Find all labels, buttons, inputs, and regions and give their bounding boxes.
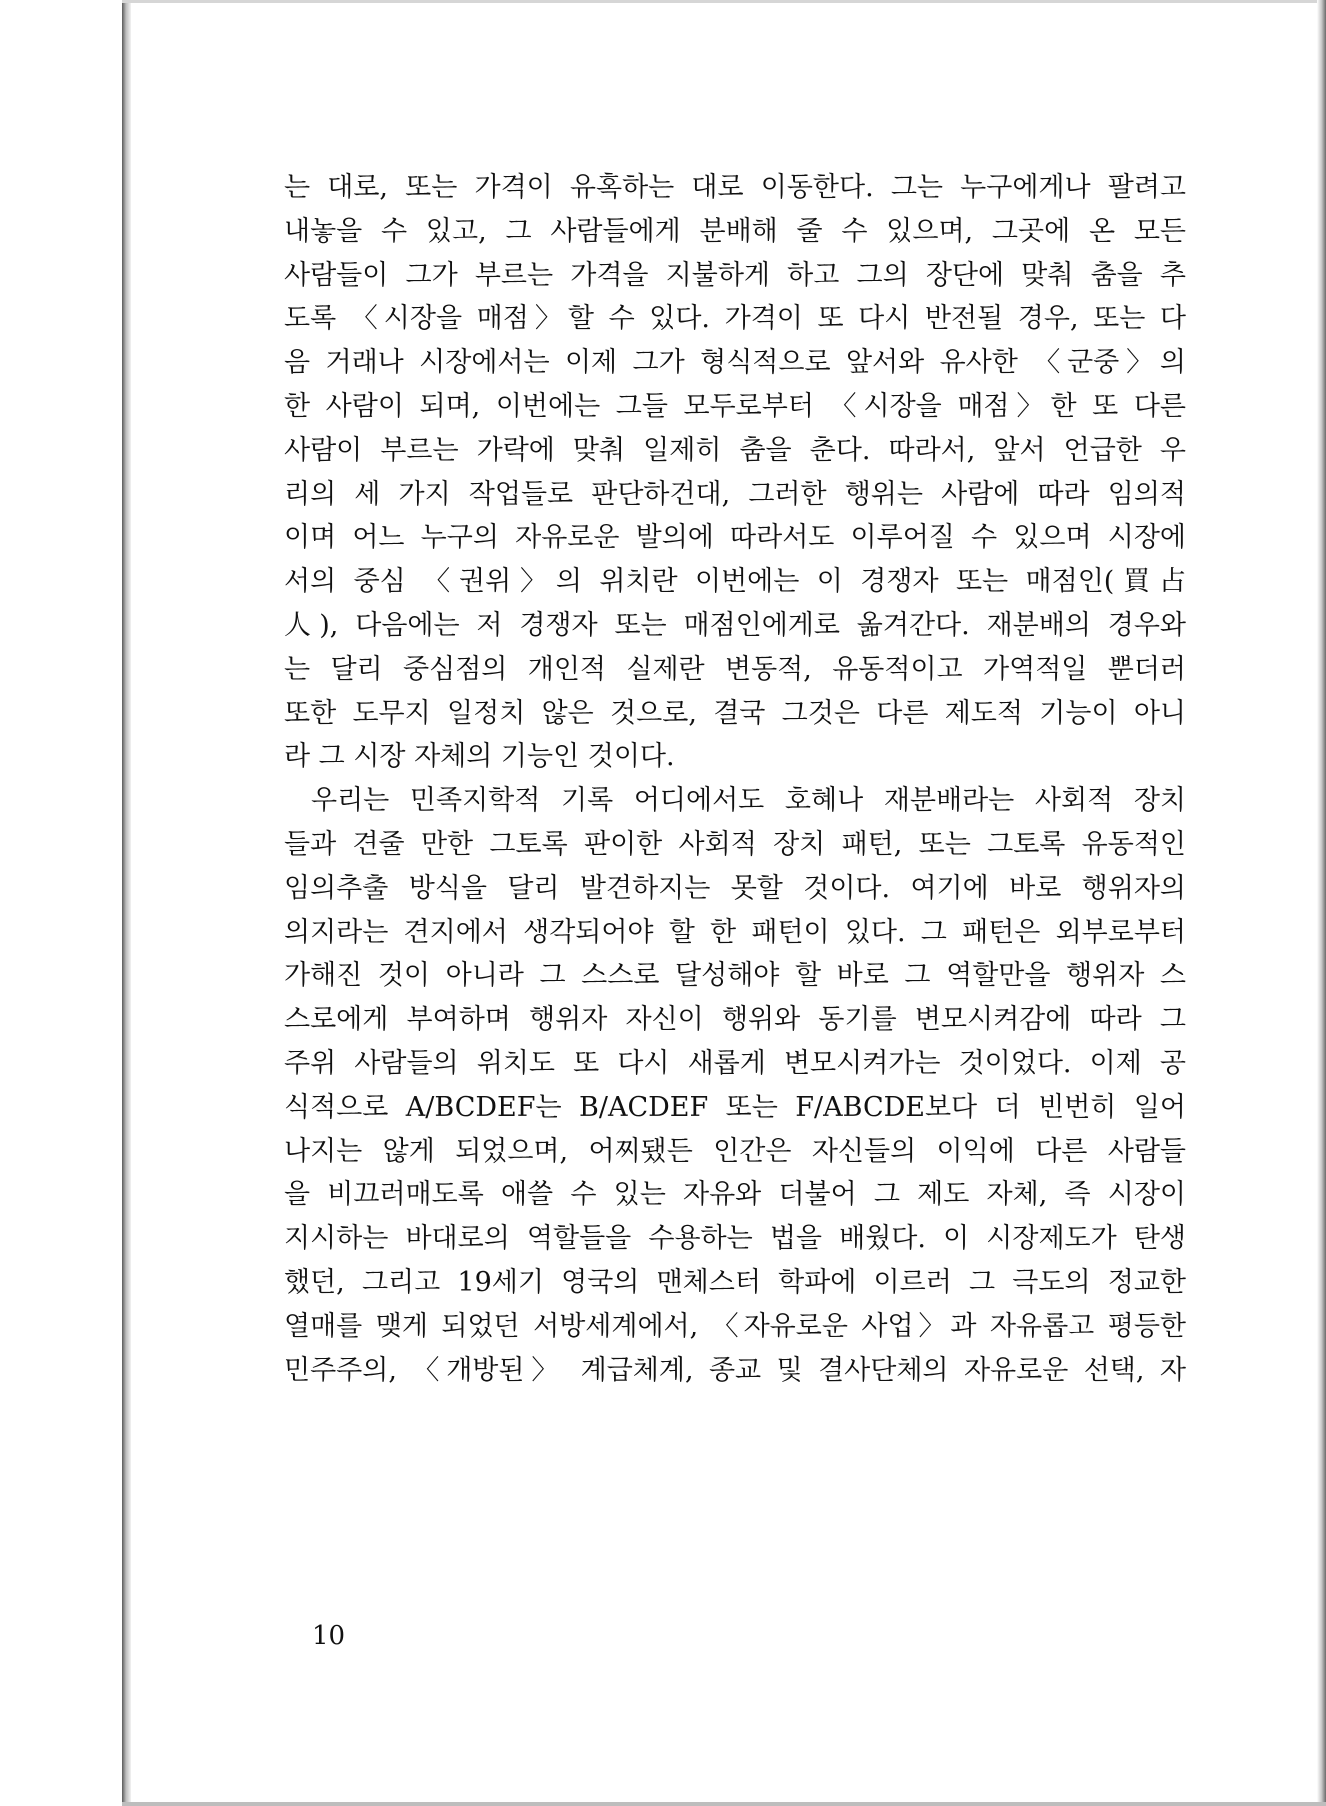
text-line: 라 그 시장 자체의 기능인 것이다.	[284, 741, 675, 773]
text-line: 지시하는 바대로의 역할들을 수용하는 법을 배웠다. 이 시장제도가 탄생	[284, 1223, 1186, 1255]
text-line: 人), 다음에는 저 경쟁자 또는 매점인에게로 옮겨간다. 재분배의 경우와	[284, 609, 1186, 641]
text-line: 했던, 그리고 19세기 영국의 맨체스터 학파에 이르러 그 극도의 정교한	[284, 1266, 1186, 1298]
text-line: 리의 세 가지 작업들로 판단하건대, 그러한 행위는 사람에 따라 임의적	[284, 478, 1186, 510]
text-line: 의지라는 견지에서 생각되어야 할 한 패턴이 있다. 그 패턴은 외부로부터	[284, 916, 1186, 948]
page-margin-left	[0, 0, 122, 1806]
page-edge-shadow-top	[122, 0, 1326, 3]
text-line: 내놓을 수 있고, 그 사람들에게 분배해 줄 수 있으며, 그곳에 온 모든	[284, 215, 1186, 247]
text-line: 서의 중심 〈권위〉의 위치란 이번에는 이 경쟁자 또는 매점인(買占	[284, 566, 1186, 598]
text-line: 음 거래나 시장에서는 이제 그가 형식적으로 앞서와 유사한 〈군중〉의	[284, 347, 1186, 379]
page-edge-shadow-right	[1317, 0, 1326, 1806]
text-line: 을 비끄러매도록 애쓸 수 있는 자유와 더불어 그 제도 자체, 즉 시장이	[284, 1179, 1186, 1211]
text-line: 스로에게 부여하며 행위자 자신이 행위와 동기를 변모시켜감에 따라 그	[284, 1004, 1186, 1036]
text-line: 사람이 부르는 가락에 맞춰 일제히 춤을 춘다. 따라서, 앞서 언급한 우	[284, 434, 1186, 466]
body-text	[284, 166, 1186, 1392]
text-line: 임의추출 방식을 달리 발견하지는 못할 것이다. 여기에 바로 행위자의	[284, 872, 1186, 904]
text-line: 가해진 것이 아니라 그 스스로 달성해야 할 바로 그 역할만을 행위자 스	[284, 960, 1186, 992]
text-line: 사람들이 그가 부르는 가격을 지불하게 하고 그의 장단에 맞춰 춤을 추	[284, 259, 1186, 291]
text-line: 우리는 민족지학적 기록 어디에서도 호혜나 재분배라는 사회적 장치	[311, 785, 1186, 817]
text-line: 주위 사람들의 위치도 또 다시 새롭게 변모시켜가는 것이었다. 이제 공	[284, 1047, 1186, 1079]
text-line: 열매를 맺게 되었던 서방세계에서, 〈자유로운 사업〉과 자유롭고 평등한	[284, 1310, 1186, 1342]
page-number: 10	[312, 1621, 346, 1651]
text-line: 민주주의, 〈개방된〉 계급체계, 종교 및 결사단체의 자유로운 선택, 자	[284, 1354, 1186, 1386]
text-line: 는 대로, 또는 가격이 유혹하는 대로 이동한다. 그는 누구에게나 팔려고	[284, 172, 1186, 203]
text-line: 도록 〈시장을 매점〉할 수 있다. 가격이 또 다시 반전될 경우, 또는 다	[284, 303, 1186, 335]
text-line: 들과 견줄 만한 그토록 판이한 사회적 장치 패턴, 또는 그토록 유동적인	[284, 828, 1186, 860]
page-edge-shadow-bottom	[122, 1802, 1326, 1806]
text-line: 나지는 않게 되었으며, 어찌됐든 인간은 자신들의 이익에 다른 사람들	[284, 1135, 1186, 1167]
text-line: 또한 도무지 일정치 않은 것으로, 결국 그것은 다른 제도적 기능이 아니	[284, 697, 1186, 729]
text-line: 한 사람이 되며, 이번에는 그들 모두로부터 〈시장을 매점〉한 또 다른	[284, 390, 1186, 422]
page-edge-shadow-left	[122, 0, 131, 1806]
text-line: 는 달리 중심점의 개인적 실제란 변동적, 유동적이고 가역적일 뿐더러	[284, 653, 1186, 685]
text-line: 이며 어느 누구의 자유로운 발의에 따라서도 이루어질 수 있으며 시장에	[284, 522, 1186, 554]
text-line: 식적으로 A/BCDEF는 B/ACDEF 또는 F/ABCDE보다 더 빈번히 일어	[284, 1091, 1186, 1123]
